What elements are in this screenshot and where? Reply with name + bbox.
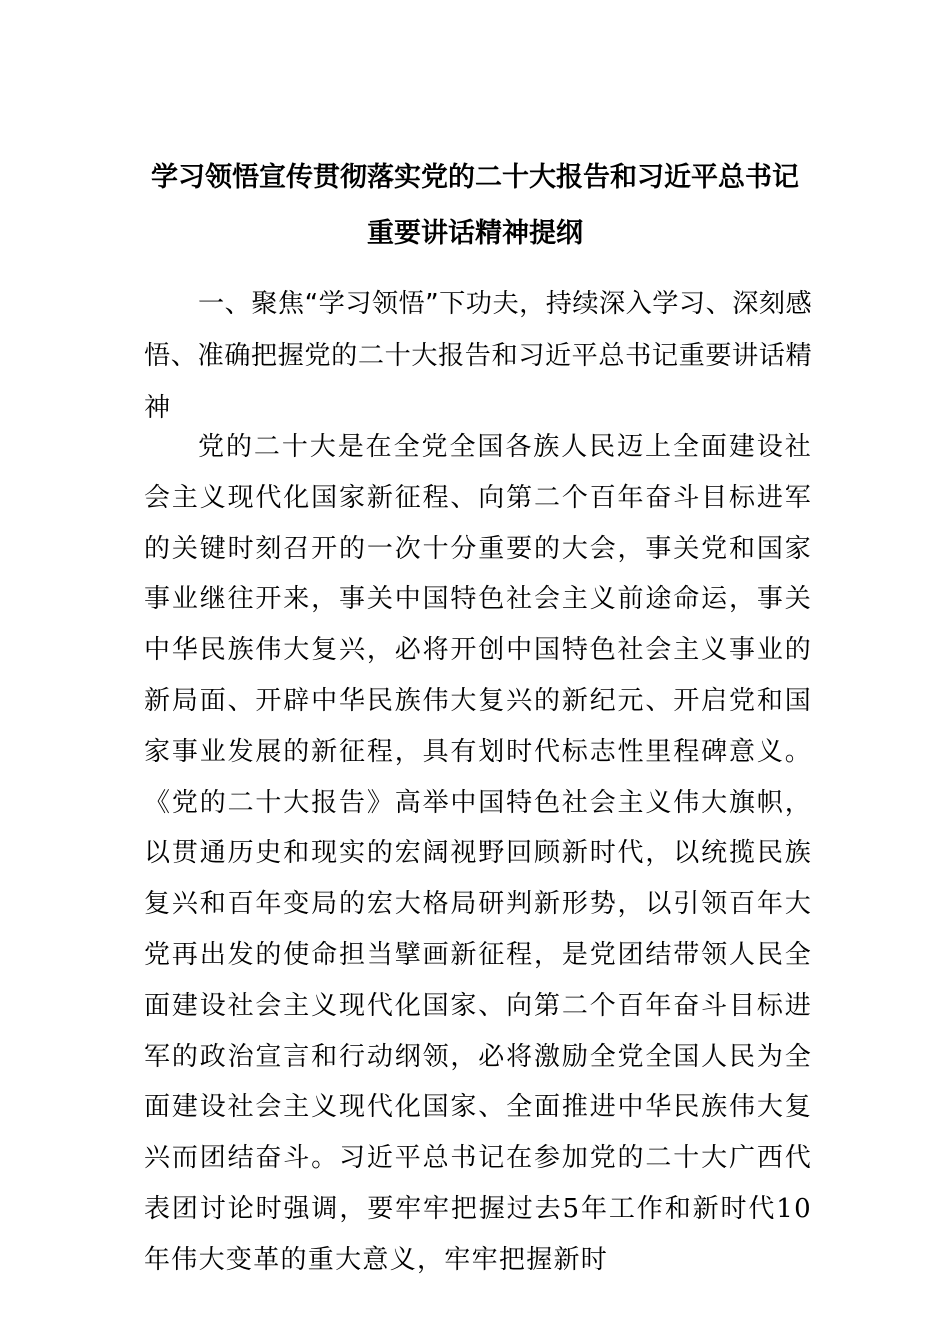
section-heading: 一、聚焦“学习领悟”下功夫，持续深入学习、深刻感悟、准确把握党的二十大报告和习近平总书记重要讲话精神 [144,289,812,423]
body-paragraph: 党的二十大是在全党全国各族人民迈上全面建设社会主义现代化国家新征程、向第二个百年奋斗目标进军的关键时刻召开的一次十分重要的大会，事关党和国家事业继往开来，事关中国特色社会主义前途命运，事关中华民族伟大复兴，必将开创中国特色社会主义事业的新局面、开辟中华民族伟大复兴的新纪元、开启党和国家事业发展的新征程，具有划时代标志性里程碑意义。《党的二十大报告》高举中国特色社会主义伟大旗帜，以贯通历史和现实的宏阔视野回顾新时代，以统揽民族复兴和百年变局的宏大格局研判新形势，以引领百年大党再出发的使命担当擘画新征程，是党团结带领人民全面建设社会主义现代化国家、向第二个百年奋斗目标进军的政治宣言和行动纲领，必将激励全党全国人民为全面建设社会主义现代化国家、全面推进中华民族伟大复兴而团结奋斗。习近平总书记在参加党的二十大广西代表团讨论时强调，要牢牢把握过去5年工作和新时代10年伟大变革的重大意义，牢牢把握新时 [144,432,812,1275]
document-title: 学习领悟宣传贯彻落实党的二十大报告和习近平总书记重要讲话精神提纲 [151,162,799,249]
